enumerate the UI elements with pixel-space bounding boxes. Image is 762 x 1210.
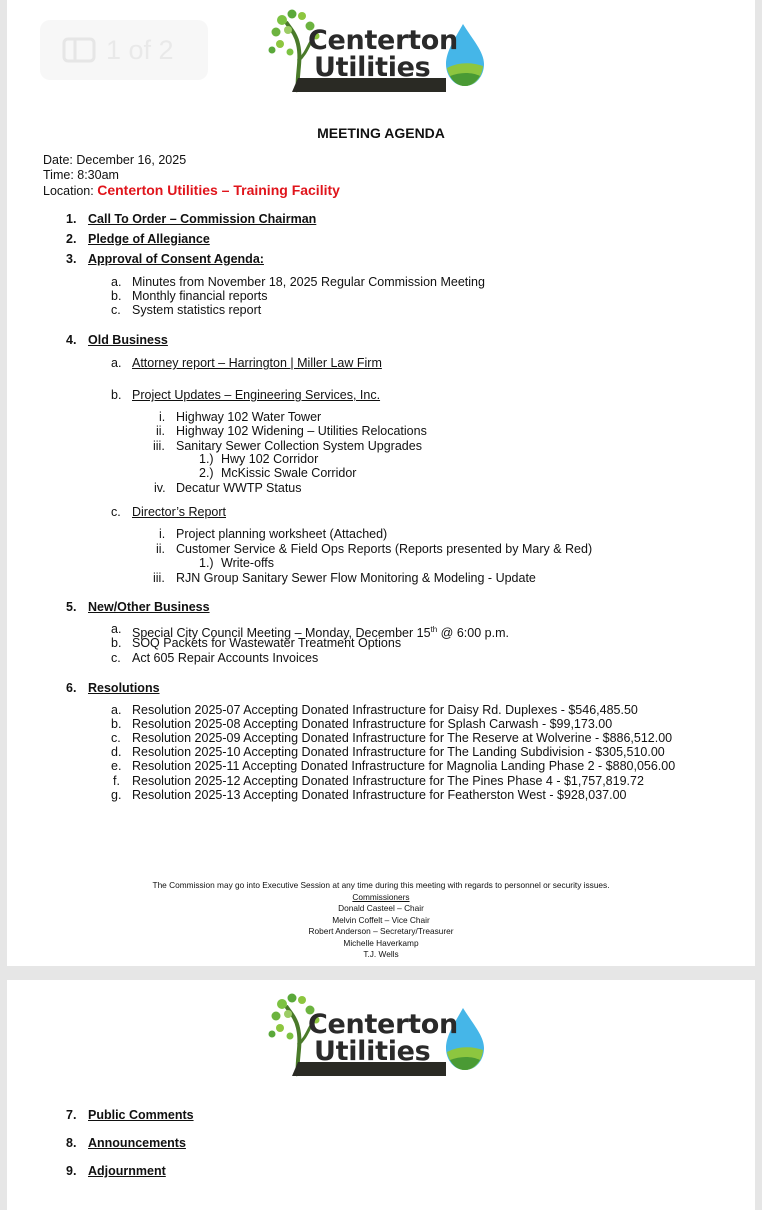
page-title: MEETING AGENDA xyxy=(317,125,445,141)
sub-letter: e. xyxy=(111,759,122,773)
commissioner-name: Michelle Haverkamp xyxy=(343,937,419,948)
council-meeting-sup: th xyxy=(430,625,438,634)
resolution-2025-13: Resolution 2025-13 Accepting Donated Infrastructure for Featherston West - $928,037.00 xyxy=(132,788,627,802)
item-new-business: New/Other Business xyxy=(88,600,210,614)
location-value: Centerton Utilities – Training Facility xyxy=(97,182,340,198)
project-decatur-wwtp: Decatur WWTP Status xyxy=(176,481,302,495)
page-indicator-text: 1 of 2 xyxy=(106,34,174,65)
centerton-utilities-logo xyxy=(268,990,488,1082)
sub-number: 1.) xyxy=(199,452,214,466)
meeting-date: Date: December 16, 2025 xyxy=(43,153,187,167)
item-number: 2. xyxy=(66,232,77,246)
sub-letter: c. xyxy=(111,651,121,665)
roman-numeral: iii. xyxy=(153,439,165,453)
project-widening: Highway 102 Widening – Utilities Relocations xyxy=(176,424,427,438)
director-customer-service-reports: Customer Service & Field Ops Reports (Reports presented by Mary & Red) xyxy=(176,542,593,556)
sub-letter: f. xyxy=(113,774,120,788)
document-page-1 xyxy=(7,0,755,966)
item-number: 5. xyxy=(66,600,77,614)
commissioner-name: Donald Casteel – Chair xyxy=(338,903,424,913)
director-write-offs: Write-offs xyxy=(221,556,275,570)
commission-footer xyxy=(7,880,755,961)
soq-packets: SOQ Packets for Wastewater Treatment Options xyxy=(132,636,402,650)
consent-item-minutes: Minutes from November 18, 2025 Regular Commission Meeting xyxy=(132,275,485,289)
sub-letter: a. xyxy=(111,622,122,636)
sewer-mckissic-corridor: McKissic Swale Corridor xyxy=(221,466,357,480)
item-consent-agenda: Approval of Consent Agenda: xyxy=(88,252,264,266)
sub-letter: a. xyxy=(111,356,122,370)
sub-letter: b. xyxy=(111,388,122,402)
resolution-2025-12: Resolution 2025-12 Accepting Donated Infrastructure for The Pines Phase 4 - $1,757,819.72 xyxy=(132,774,644,788)
sub-number: 2.) xyxy=(199,466,214,480)
item-public-comments: Public Comments xyxy=(88,1108,194,1122)
item-call-to-order: Call To Order – Commission Chairman xyxy=(88,212,317,226)
item-number: 9. xyxy=(66,1164,77,1178)
consent-item-stats: System statistics report xyxy=(132,303,262,317)
item-old-business: Old Business xyxy=(88,333,168,347)
location-label: Location: xyxy=(43,184,94,198)
sub-letter: c. xyxy=(111,731,121,745)
commissioners-heading: Commissioners xyxy=(352,891,410,902)
sewer-hwy102-corridor: Hwy 102 Corridor xyxy=(221,452,319,466)
logo-text-centerton: Centerton xyxy=(308,1009,458,1040)
page-indicator xyxy=(40,20,208,80)
sub-number: 1.) xyxy=(199,556,214,570)
meeting-location xyxy=(43,182,340,198)
sub-letter: b. xyxy=(111,636,122,650)
executive-session-note: The Commission may go into Executive Session at any time during this meeting with regards to personnel or security issues. xyxy=(152,880,610,890)
sub-letter: g. xyxy=(111,788,122,802)
sub-letter: a. xyxy=(111,703,122,717)
consent-item-financial: Monthly financial reports xyxy=(132,289,268,303)
roman-numeral: ii. xyxy=(156,424,166,438)
director-planning-worksheet: Project planning worksheet (Attached) xyxy=(176,527,388,541)
item-number: 7. xyxy=(66,1108,77,1122)
roman-numeral: iii. xyxy=(153,571,165,585)
sub-letter: c. xyxy=(111,303,121,317)
sub-letter: a. xyxy=(111,275,122,289)
sub-letter: b. xyxy=(111,717,122,731)
item-number: 8. xyxy=(66,1136,77,1150)
director-rjn-group-update: RJN Group Sanitary Sewer Flow Monitoring & Modeling - Update xyxy=(176,571,536,585)
resolution-2025-11: Resolution 2025-11 Accepting Donated Infrastructure for Magnolia Landing Phase 2 - $880,056.00 xyxy=(132,759,676,773)
council-meeting-time: @ 6:00 p.m. xyxy=(437,626,509,641)
item-pledge: Pledge of Allegiance xyxy=(88,232,210,246)
item-number: 3. xyxy=(66,252,77,266)
roman-numeral: iv. xyxy=(154,481,166,495)
sub-letter: b. xyxy=(111,289,122,303)
commissioner-name: T.J. Wells xyxy=(363,949,399,959)
logo-text-utilities: Utilities xyxy=(314,1036,431,1067)
logo-text-centerton: Centerton xyxy=(308,25,458,56)
roman-numeral: i. xyxy=(159,410,166,424)
resolution-2025-10: Resolution 2025-10 Accepting Donated Infrastructure for The Landing Subdivision - $305,510.00 xyxy=(132,745,665,759)
resolution-2025-08: Resolution 2025-08 Accepting Donated Infrastructure for Splash Carwash - $99,173.00 xyxy=(132,717,613,731)
council-meeting-text: Special City Council Meeting – Monday, December 15 xyxy=(132,626,431,641)
attorney-report: Attorney report – Harrington | Miller Law Firm xyxy=(132,356,382,370)
commissioner-name: Robert Anderson – Secretary/Treasurer xyxy=(308,926,454,936)
roman-numeral: i. xyxy=(159,527,166,541)
item-announcements: Announcements xyxy=(88,1136,186,1150)
logo-text-utilities: Utilities xyxy=(314,52,431,83)
item-number: 6. xyxy=(66,681,77,695)
project-updates: Project Updates – Engineering Services, Inc. xyxy=(132,388,381,402)
act-605-invoices: Act 605 Repair Accounts Invoices xyxy=(132,651,319,665)
item-resolutions: Resolutions xyxy=(88,681,160,695)
roman-numeral: ii. xyxy=(156,542,166,556)
document-page-2 xyxy=(7,980,755,1210)
sub-letter: c. xyxy=(111,505,121,519)
item-number: 4. xyxy=(66,333,77,347)
item-number: 1. xyxy=(66,212,77,226)
page-indicator-icon xyxy=(62,37,96,63)
project-water-tower: Highway 102 Water Tower xyxy=(176,410,322,424)
commissioner-name: Melvin Coffelt – Vice Chair xyxy=(332,914,430,925)
project-sewer-upgrades: Sanitary Sewer Collection System Upgrades xyxy=(176,439,422,453)
sub-letter: d. xyxy=(111,745,122,759)
item-adjournment: Adjournment xyxy=(88,1164,166,1178)
resolution-2025-07: Resolution 2025-07 Accepting Donated Infrastructure for Daisy Rd. Duplexes - $546,485.50 xyxy=(132,703,638,717)
resolution-2025-09: Resolution 2025-09 Accepting Donated Infrastructure for The Reserve at Wolverine - $886,512.00 xyxy=(132,731,673,745)
directors-report: Director’s Report xyxy=(132,505,227,519)
centerton-utilities-logo xyxy=(268,6,488,98)
meeting-time: Time: 8:30am xyxy=(43,168,119,182)
